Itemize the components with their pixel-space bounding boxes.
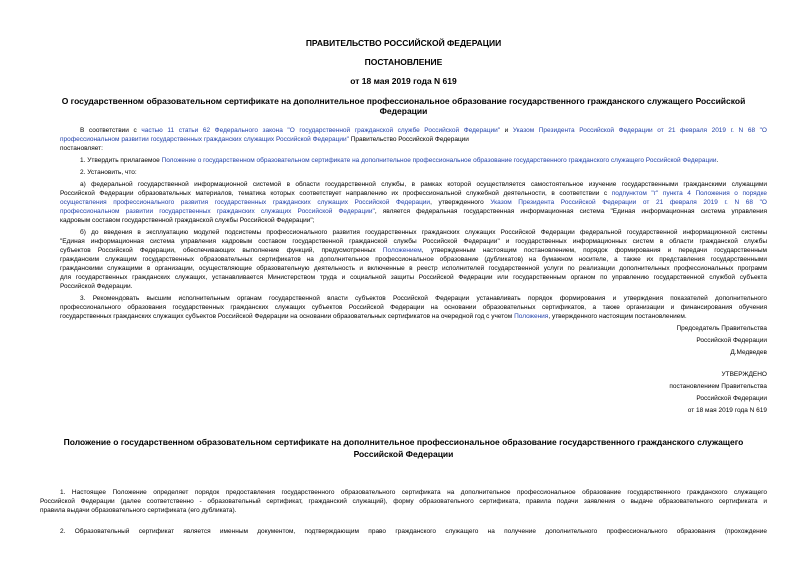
regulation-point-1-line: Российской Федерации (далее соответственно - образовательный сертификат, гражданский служащий), форму образовательного сертификата, правила подачи заявления о выдаче образовательного сертификата и — [40, 498, 767, 505]
regulation-point-2-line: 2. Образовательный сертификат является именным документом, подтверждающим право гражданского служащего на получение дополнительного профессионального образования (прохождение — [60, 528, 767, 535]
text: , утвержденного настоящим постановлением. — [548, 313, 687, 320]
document-title-line: О государственном образовательном сертификате на дополнительное профессиональное образование государственного гражданского служащего Российской — [61, 96, 746, 106]
government-heading: ПРАВИТЕЛЬСТВО РОССИЙСКОЙ ФЕДЕРАЦИИ — [305, 38, 502, 48]
text: . — [716, 157, 719, 164]
document-title-line: Федерации — [379, 106, 428, 116]
item-a-line: а) федеральной государственной информационной системой в области государственной службы, в рамках которой осуществляется самостоятельное изучение государственными гражданскими служащими — [80, 181, 767, 188]
text: государственных гражданских служащих субъектов Российской Федерации на основании образовательных сертификатов на очередной год с учетом — [60, 313, 515, 320]
item-b-line: Российской Федерации. — [60, 283, 133, 290]
item-b-line: "Единая информационная система управления кадровым составом государственной гражданской службы Российской Федерации" и государственных информационных систем в области гражданской службы — [60, 238, 767, 245]
regulation-link[interactable]: Положение о государственном образовательном сертификате на дополнительное профессиональное образование государственного гражданского служащего Российской Федерации — [161, 157, 717, 164]
regulation-title-line: Российской Федерации — [353, 449, 454, 459]
item-b-line: б) до введения в эксплуатацию модулей подсистемы профессионального развития государственных гражданских служащих Российской Федерации федеральной государственной информационной системы — [80, 229, 767, 236]
regulation-link[interactable]: осуществления профессионального развития государственных гражданских служащих Российской Федерации — [60, 199, 431, 206]
regulation-title-line: Положение о государственном образовательном сертификате на дополнительное профессиональное образование государственного гражданского служащего — [63, 437, 744, 447]
document-date-number: от 18 мая 2019 года N 619 — [350, 76, 457, 86]
signature-name: Д.Медведев — [730, 349, 767, 356]
item-a-line — [60, 198, 767, 207]
regulation-link[interactable]: Положения — [514, 313, 549, 320]
decree-link[interactable]: профессиональном развитии государственных гражданских служащих Российской Федерации" — [60, 136, 349, 143]
text: и — [500, 127, 513, 134]
text: , утвержденного — [430, 199, 491, 206]
signature-title: Председатель Правительства — [676, 325, 767, 332]
item-b-line: гражданским служащим государственных образовательных сертификатов на дополнительное профессиональное образование (дубликатов) на бумажном носителе, а также их представления государственными — [60, 256, 767, 263]
text: субъектов Российской Федерации, обеспечивающих выполнение функций, предусмотренных — [60, 247, 383, 254]
item-3-line — [60, 312, 767, 321]
item-2: 2. Установить, что: — [80, 169, 137, 176]
item-3-line: 3. Рекомендовать высшим исполнительным органам государственной власти субъектов Российской Федерации устанавливать порядок формирования и утверждения показателей дополнительного — [80, 295, 767, 302]
decree-link[interactable]: профессиональном развитии государственных гражданских служащих Российской Федерации" — [60, 208, 375, 215]
text: , утвержденным настоящим постановлением, порядок формирования и передачи государственным — [421, 247, 767, 254]
item-3-line: профессионального образования государственных гражданских служащих субъектов Российской Федерации на основании образовательных сертификатов, а также организации и финансирования обучения — [60, 304, 767, 311]
item-b-line — [60, 246, 767, 255]
item-a-line — [60, 207, 767, 216]
text: Правительство Российской Федерации — [348, 136, 469, 143]
approved-org: Российской Федерации — [696, 395, 767, 402]
law-link[interactable]: частью 11 статьи 62 Федерального закона "О государственной гражданской службе Российской Федерации" — [141, 127, 501, 134]
approved-stamp: УТВЕРЖДЕНО — [721, 371, 767, 378]
regulation-point-1-line: 1. Настоящее Положение определяет порядок предоставления государственного образовательного сертификата на дополнительное профессиональное образование государственного гражданского служащего — [60, 489, 767, 496]
item-a-line: кадровым составом государственной гражданской службы Российской Федерации"; — [60, 217, 315, 224]
item-1 — [80, 156, 767, 165]
item-a-line — [60, 189, 767, 198]
document-type: ПОСТАНОВЛЕНИЕ — [364, 57, 443, 67]
regulation-link[interactable]: Положением — [382, 247, 422, 254]
regulation-point-1-line: правила выдачи образовательного сертификата (его дубликата). — [40, 507, 237, 514]
approved-by: постановлением Правительства — [669, 383, 767, 390]
text: Российской Федерации образовательных материалов, тематика которых соответствует направлению их профессиональной служебной деятельности, в соответствии с — [60, 190, 612, 197]
text: 1. Утвердить прилагаемое — [80, 157, 162, 164]
text: , является федеральная государственная информационная система "Единая информационная система управления — [374, 208, 767, 215]
text: В соответствии с — [80, 127, 142, 134]
preamble-line — [80, 126, 767, 135]
signature-org: Российской Федерации — [696, 337, 767, 344]
item-b-line: гражданскими служащими в организации, осуществляющие образовательную деятельность и включенные в реестр исполнителей государственной услуги по реализации дополнительных профессиональных программ — [60, 265, 767, 272]
approved-date: от 18 мая 2019 года N 619 — [687, 407, 767, 414]
decree-link[interactable]: Указом Президента Российской Федерации от 21 февраля 2019 г. N 68 "О — [490, 199, 767, 206]
subpoint-link[interactable]: подпунктом "г" пункта 4 Положения о порядке — [611, 190, 768, 197]
preamble-line — [60, 135, 767, 144]
preamble-line: постановляет: — [60, 145, 103, 152]
item-b-line: для государственных гражданских служащих, устанавливается Министерством труда и социальной защиты Российской Федерации или государственным органом по управлению государственной службой субъекта — [60, 274, 767, 281]
decree-link[interactable]: Указом Президента Российской Федерации от 21 февраля 2019 г. N 68 "О — [512, 127, 767, 134]
